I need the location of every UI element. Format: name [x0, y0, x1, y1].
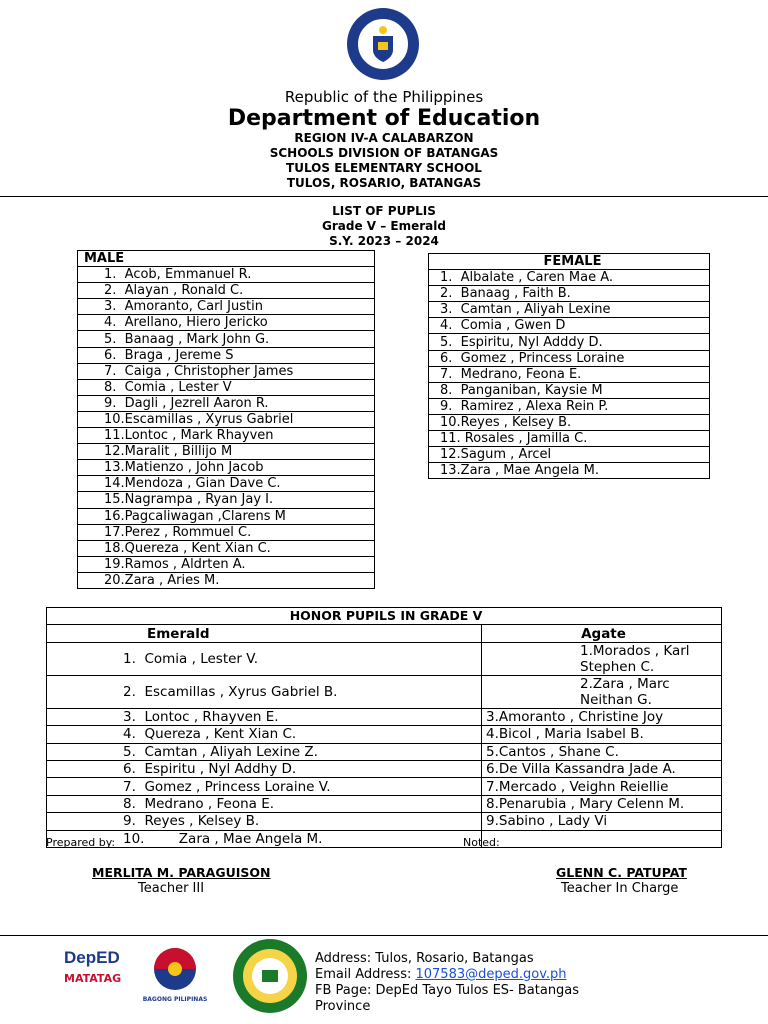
male-pupil-item: 16.Pagcaliwagan ,Clarens M: [78, 508, 375, 524]
female-header: FEMALE: [429, 254, 710, 270]
female-pupil-item: 11. Rosales , Jamilla C.: [429, 431, 710, 447]
republic-label: Republic of the Philippines: [284, 88, 484, 106]
male-pupil-row: [78, 379, 375, 395]
male-pupil-row: [78, 428, 375, 444]
prepared-by-label: Prepared by:: [46, 836, 116, 849]
male-pupil-item: 10.Escamillas , Xyrus Gabriel: [78, 411, 375, 427]
male-pupil-item: 18.Quereza , Kent Xian C.: [78, 540, 375, 556]
male-pupil-item: 12.Maralit , Billijo M: [78, 444, 375, 460]
female-pupil-row: [429, 431, 710, 447]
head-name: GLENN C. PATUPAT: [556, 865, 687, 880]
male-pupil-item: 14.Mendoza , Gian Dave C.: [78, 476, 375, 492]
honors-title: HONOR PUPILS IN GRADE V: [47, 608, 722, 625]
male-pupil-item: 20.Zara , Aries M.: [78, 572, 375, 588]
footer-fb-page: FB Page: DepEd Tayo Tulos ES- Batangas: [315, 983, 580, 998]
footer-province: Province: [315, 999, 371, 1014]
male-pupil-item: 1. Acob, Emmanuel R.: [78, 267, 375, 283]
male-pupil-row: [78, 283, 375, 299]
male-pupil-row: [78, 540, 375, 556]
school-label: TULOS ELEMENTARY SCHOOL: [286, 161, 482, 175]
male-pupil-item: 7. Caiga , Christopher James: [78, 363, 375, 379]
honor-agate: 6.De Villa Kassandra Jade A.: [482, 760, 722, 777]
male-pupil-item: 17.Perez , Rommuel C.: [78, 524, 375, 540]
honor-row: [47, 760, 722, 777]
honors-col-emerald: Emerald: [47, 625, 482, 642]
male-list-table: [77, 250, 375, 589]
honor-agate: 9.Sabino , Lady Vi: [482, 813, 722, 830]
header-divider: [0, 196, 768, 197]
male-pupil-row: [78, 411, 375, 427]
honor-emerald: 8. Medrano , Feona E.: [47, 795, 482, 812]
honor-pupils-table: [46, 607, 722, 848]
bagong-pilipinas-logo: BAGONG PILIPINAS: [140, 946, 210, 1004]
female-pupil-item: 5. Espiritu, Nyl Adddy D.: [429, 334, 710, 350]
male-pupil-row: [78, 363, 375, 379]
male-pupil-row: [78, 492, 375, 508]
male-pupil-row: [78, 267, 375, 283]
male-pupil-row: [78, 347, 375, 363]
honor-agate: 4.Bicol , Maria Isabel B.: [482, 726, 722, 743]
honor-row: [47, 778, 722, 795]
head-role: Teacher In Charge: [561, 881, 679, 896]
female-pupil-row: [429, 302, 710, 318]
female-pupil-item: 6. Gomez , Princess Loraine: [429, 350, 710, 366]
honors-col-agate: Agate: [482, 625, 722, 642]
male-pupil-row: [78, 315, 375, 331]
honor-agate: 1.Morados , Karl Stephen C.: [482, 642, 722, 675]
female-pupil-row: [429, 350, 710, 366]
email-link[interactable]: 107583@deped.gov.ph: [415, 967, 567, 982]
honor-row: [47, 830, 722, 847]
male-pupil-item: 4. Arellano, Hiero Jericko: [78, 315, 375, 331]
footer-divider: [0, 935, 768, 936]
deped-matatag-logo: DepED MATATAG: [64, 948, 122, 985]
email-label: Email Address:: [315, 967, 416, 982]
honor-agate: 7.Mercado , Veighn Reiellie: [482, 778, 722, 795]
department-title: Department of Education: [227, 106, 541, 131]
female-pupil-row: [429, 366, 710, 382]
honor-emerald: 5. Camtan , Aliyah Lexine Z.: [47, 743, 482, 760]
honor-agate: 2.Zara , Marc Neithan G.: [482, 675, 722, 708]
male-header: MALE: [78, 251, 375, 267]
division-label: SCHOOLS DIVISION OF BATANGAS: [269, 146, 499, 160]
honor-row: [47, 708, 722, 725]
honor-agate: 5.Cantos , Shane C.: [482, 743, 722, 760]
honor-row: [47, 743, 722, 760]
female-pupil-item: 10.Reyes , Kelsey B.: [429, 414, 710, 430]
honor-row: [47, 813, 722, 830]
honor-emerald: 4. Quereza , Kent Xian C.: [47, 726, 482, 743]
female-pupil-row: [429, 463, 710, 479]
female-pupil-item: 3. Camtan , Aliyah Lexine: [429, 302, 710, 318]
teacher-role: Teacher III: [138, 881, 205, 896]
female-pupil-item: 12.Sagum , Arcel: [429, 447, 710, 463]
school-year-label: S.Y. 2023 – 2024: [329, 234, 439, 248]
honor-agate: 8.Penarubia , Mary Celenn M.: [482, 795, 722, 812]
school-logo: [232, 938, 308, 1014]
honor-emerald: 6. Espiritu , Nyl Addhy D.: [47, 760, 482, 777]
female-pupil-row: [429, 382, 710, 398]
honor-emerald: 1. Comia , Lester V.: [47, 642, 482, 675]
male-pupil-item: 11.Lontoc , Mark Rhayven: [78, 428, 375, 444]
female-pupil-item: 9. Ramirez , Alexa Rein P.: [429, 398, 710, 414]
female-pupil-item: 8. Panganiban, Kaysie M: [429, 382, 710, 398]
male-pupil-row: [78, 395, 375, 411]
honor-emerald: 10. Zara , Mae Angela M.: [47, 830, 482, 847]
male-pupil-row: [78, 331, 375, 347]
male-pupil-row: [78, 476, 375, 492]
honor-emerald: 2. Escamillas , Xyrus Gabriel B.: [47, 675, 482, 708]
honor-row: [47, 726, 722, 743]
male-pupil-row: [78, 444, 375, 460]
honor-row: [47, 675, 722, 708]
male-pupil-row: [78, 460, 375, 476]
male-pupil-item: 13.Matienzo , John Jacob: [78, 460, 375, 476]
female-pupil-row: [429, 286, 710, 302]
honor-agate: [482, 830, 722, 847]
honor-emerald: 3. Lontoc , Rhayven E.: [47, 708, 482, 725]
male-pupil-row: [78, 572, 375, 588]
male-pupil-row: [78, 556, 375, 572]
list-title: LIST OF PUPLIS: [332, 204, 436, 218]
male-pupil-item: 15.Nagrampa , Ryan Jay I.: [78, 492, 375, 508]
female-pupil-row: [429, 398, 710, 414]
teacher-name: MERLITA M. PARAGUISON: [92, 865, 271, 880]
female-list-table: [428, 253, 710, 479]
honor-emerald: 7. Gomez , Princess Loraine V.: [47, 778, 482, 795]
female-pupil-row: [429, 447, 710, 463]
region-label: REGION IV-A CALABARZON: [294, 131, 474, 145]
male-pupil-item: 9. Dagli , Jezrell Aaron R.: [78, 395, 375, 411]
footer-email-line: [315, 967, 567, 983]
female-pupil-item: 13.Zara , Mae Angela M.: [429, 463, 710, 479]
male-pupil-row: [78, 508, 375, 524]
honor-row: [47, 795, 722, 812]
male-pupil-item: 19.Ramos , Aldrten A.: [78, 556, 375, 572]
school-address-label: TULOS, ROSARIO, BATANGAS: [286, 176, 482, 190]
male-pupil-item: 6. Braga , Jereme S: [78, 347, 375, 363]
female-pupil-row: [429, 334, 710, 350]
noted-label: Noted:: [463, 836, 500, 849]
female-pupil-row: [429, 318, 710, 334]
male-pupil-row: [78, 524, 375, 540]
female-pupil-row: [429, 270, 710, 286]
male-pupil-item: 5. Banaag , Mark John G.: [78, 331, 375, 347]
grade-label: Grade V – Emerald: [322, 219, 446, 233]
male-pupil-item: 8. Comia , Lester V: [78, 379, 375, 395]
footer-address: Address: Tulos, Rosario, Batangas: [315, 951, 534, 966]
female-pupil-item: 4. Comia , Gwen D: [429, 318, 710, 334]
male-pupil-row: [78, 299, 375, 315]
honor-emerald: 9. Reyes , Kelsey B.: [47, 813, 482, 830]
female-pupil-item: 1. Albalate , Caren Mae A.: [429, 270, 710, 286]
female-pupil-item: 7. Medrano, Feona E.: [429, 366, 710, 382]
male-pupil-item: 3. Amoranto, Carl Justin: [78, 299, 375, 315]
female-pupil-row: [429, 414, 710, 430]
female-pupil-item: 2. Banaag , Faith B.: [429, 286, 710, 302]
deped-seal: [345, 6, 421, 82]
honor-agate: 3.Amoranto , Christine Joy: [482, 708, 722, 725]
male-pupil-item: 2. Alayan , Ronald C.: [78, 283, 375, 299]
honor-row: [47, 642, 722, 675]
